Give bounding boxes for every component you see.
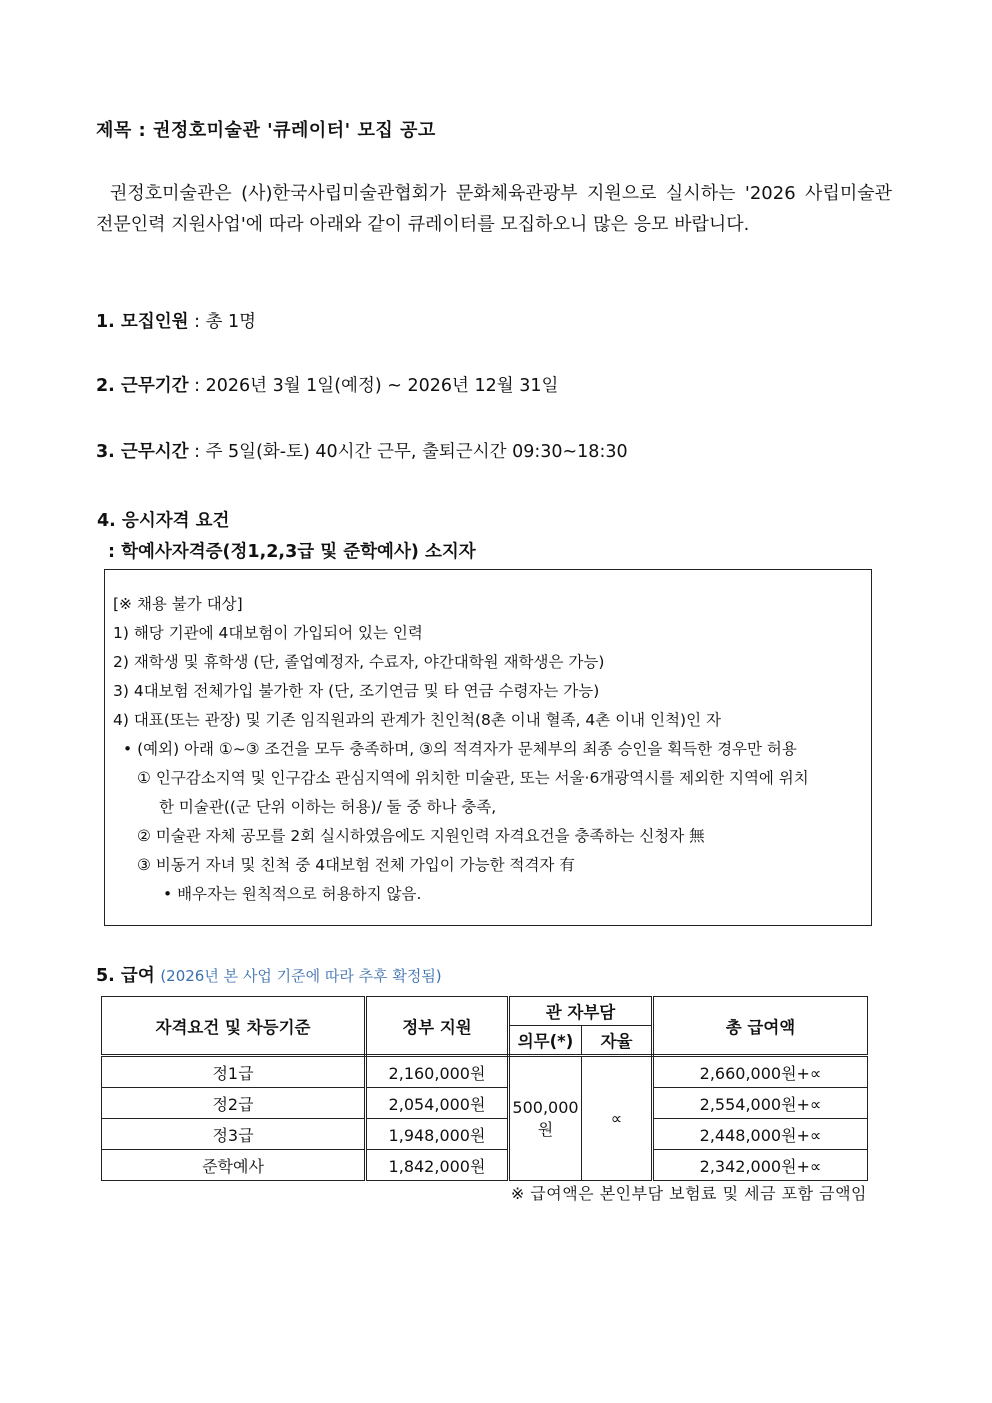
salary-table xyxy=(101,996,868,1181)
mandatory-amount: 500,000 xyxy=(512,1097,579,1117)
condition-1-cont: 한 미술관((군 단위 이하는 허용)/ 둘 중 하나 충족, xyxy=(159,798,497,816)
section-label: 5. 급여 xyxy=(96,966,155,986)
exclusion-exception: • (예외) 아래 ①~③ 조건을 모두 충족하며, ③의 적격자가 문체부의 최종 승인을 획득한 경우만 허용 xyxy=(123,740,797,758)
exclusion-box xyxy=(104,569,872,926)
table-row xyxy=(102,1056,868,1088)
cell-grade: 준학예사 xyxy=(102,1150,366,1181)
header-criteria: 자격요건 및 차등기준 xyxy=(102,997,366,1056)
table-row xyxy=(102,1088,868,1119)
mandatory-unit: 원 xyxy=(537,1119,554,1139)
cell-gov: 2,160,000원 xyxy=(366,1056,509,1088)
cell-total: 2,660,000원+∝ xyxy=(653,1056,868,1088)
intro-paragraph xyxy=(96,178,892,240)
salary-footnote: ※ 급여액은 본인부담 보험료 및 세금 포함 금액임 xyxy=(510,1184,867,1203)
exclusion-heading: [※ 채용 불가 대상] xyxy=(113,595,243,613)
section-label: 3. 근무시간 xyxy=(96,442,189,462)
condition-1: ① 인구감소지역 및 인구감소 관심지역에 위치한 미술관, 또는 서울·6개광역시를 제외한 지역에 위치 xyxy=(137,769,809,787)
cell-total: 2,342,000원+∝ xyxy=(653,1150,868,1181)
table-row xyxy=(102,1119,868,1150)
header-museum: 관 자부담 xyxy=(509,997,653,1026)
cell-grade: 정1급 xyxy=(102,1056,366,1088)
cell-total: 2,554,000원+∝ xyxy=(653,1088,868,1119)
header-mandatory: 의무(*) xyxy=(509,1026,582,1056)
cell-gov: 1,948,000원 xyxy=(366,1119,509,1150)
section-label: 1. 모집인원 xyxy=(96,312,189,332)
cell-gov: 2,054,000원 xyxy=(366,1088,509,1119)
cell-gov: 1,842,000원 xyxy=(366,1150,509,1181)
section-work-period xyxy=(96,372,558,397)
section-value: : 총 1명 xyxy=(188,312,257,332)
page-title: 제목 : 권정호미술관 '큐레이터' 모집 공고 xyxy=(96,120,436,141)
header-voluntary: 자율 xyxy=(582,1026,653,1056)
cell-total: 2,448,000원+∝ xyxy=(653,1119,868,1150)
header-gov: 정부 지원 xyxy=(366,997,509,1056)
section-label: 2. 근무기간 xyxy=(96,376,189,396)
cell-grade: 정2급 xyxy=(102,1088,366,1119)
section-sub: : 학예사자격증(정1,2,3급 및 준학예사) 소지자 xyxy=(108,542,476,562)
section-qualification-sub xyxy=(108,538,476,563)
condition-2: ② 미술관 자체 공모를 2회 실시하였음에도 지원인력 자격요건을 충족하는 신청자 無 xyxy=(137,827,705,845)
section-recruit-count xyxy=(96,308,256,333)
cell-grade: 정3급 xyxy=(102,1119,366,1150)
condition-3: ③ 비동거 자녀 및 친척 중 4대보험 전체 가입이 가능한 적격자 有 xyxy=(137,856,575,874)
cell-voluntary: ∝ xyxy=(582,1056,653,1181)
exclusion-item: 2) 재학생 및 휴학생 (단, 졸업예정자, 수료자, 야간대학원 재학생은 가능) xyxy=(113,653,605,671)
exclusion-item: 3) 4대보험 전체가입 불가한 자 (단, 조기연금 및 타 연금 수령자는 가능) xyxy=(113,682,600,700)
cell-mandatory xyxy=(509,1056,582,1181)
table-row xyxy=(102,1150,868,1181)
section-label: 4. 응시자격 요건 xyxy=(97,511,230,531)
salary-note: (2026년 본 사업 기준에 따라 추후 확정됨) xyxy=(160,967,442,985)
section-value: : 주 5일(화-토) 40시간 근무, 출퇴근시간 09:30~18:30 xyxy=(188,442,628,462)
header-total: 총 급여액 xyxy=(653,997,868,1056)
section-qualification xyxy=(97,507,229,532)
exclusion-item: 4) 대표(또는 관장) 및 기존 임직원과의 관계가 친인척(8촌 이내 혈족, 4촌 이내 인척)인 자 xyxy=(113,711,721,729)
section-salary xyxy=(96,962,442,987)
intro-text: 권정호미술관은 (사)한국사립미술관협회가 문화체육관광부 지원으로 실시하는 '2026 사립미술관 전문인력 지원사업'에 따라 아래와 같이 큐레이터를 모집하오니 많은 응모 바랍니다. xyxy=(96,183,892,235)
condition-3-note: • 배우자는 원칙적으로 허용하지 않음. xyxy=(163,885,422,903)
section-work-hours xyxy=(96,438,628,463)
section-value: : 2026년 3월 1일(예정) ~ 2026년 12월 31일 xyxy=(188,376,559,396)
exclusion-item: 1) 해당 기관에 4대보험이 가입되어 있는 인력 xyxy=(113,624,423,642)
